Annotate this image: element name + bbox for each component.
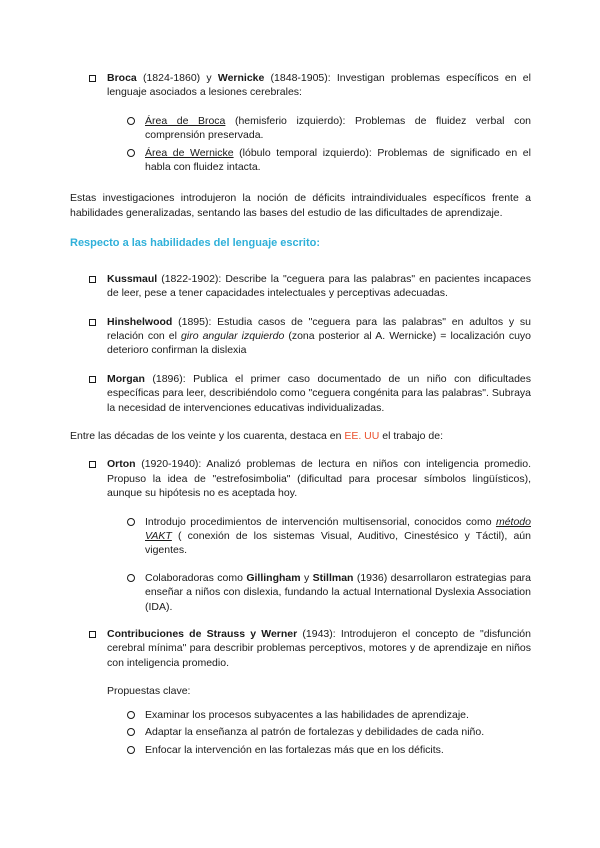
list-item-text (107, 315, 531, 358)
text-run: Estas investigaciones introdujeron la noción de déficits intraindividuales específicos frente a habilidades generalizadas, sentando las bases del estudio de las dificultades de aprendizaje. (70, 192, 531, 219)
list-item-text (145, 743, 531, 757)
list-item-orton (88, 457, 531, 500)
bullet-square-icon (88, 315, 107, 358)
text-run: Examinar los procesos subyacentes a las habilidades de aprendizaje. (145, 708, 469, 721)
text-run: (1943): Introdujeron el concepto de "disfunción cerebral mínima" para describir problemas perceptivos, motores y de aprendizaje en niños con inteligencia promedio. (107, 628, 531, 669)
list-item-text (107, 272, 531, 301)
list-item-text (107, 457, 531, 500)
text-run: ( conexión de los sistemas Visual, Auditivo, Cinestésico y Táctil), aún vigentes. (145, 530, 531, 557)
list-item-proposal-1 (127, 708, 531, 722)
list-item-area-wernicke (127, 146, 531, 175)
text-run: Gillingham (246, 571, 301, 584)
list-item-text (145, 708, 531, 722)
bullet-circle-icon (127, 743, 145, 757)
paragraph-decades-note (70, 429, 531, 443)
list-item-broca-wernicke (88, 71, 531, 100)
bullet-circle-icon (127, 725, 145, 739)
bullet-square-icon (88, 272, 107, 301)
list-item-text (107, 372, 531, 415)
list-item-collaborators (127, 571, 531, 614)
text-run: Hinshelwood (107, 315, 173, 328)
text-run: Stillman (312, 571, 354, 584)
text-run: (1936) desarrollaron estrategias para enseñar a niños con dislexia, fundando la actual International Dyslexia Association (IDA). (145, 571, 531, 613)
list-item-text (107, 71, 531, 100)
list-item-morgan (88, 372, 531, 415)
text-run: Kussmaul (107, 272, 158, 285)
list-item-text (145, 146, 531, 175)
bullet-square-icon (88, 627, 107, 670)
list-item-text (145, 725, 531, 739)
text-run: Orton (107, 458, 136, 471)
text-run: Enfocar la intervención en las fortalezas más que en los déficits. (145, 743, 444, 756)
bullet-circle-icon (127, 515, 145, 558)
text-run: (zona posterior al A. Wernicke) = localización cuyo deterioro confirman la dislexia (107, 329, 532, 357)
list-item-hinshelwood (88, 315, 531, 358)
section-heading: Respecto a las habilidades del lenguaje escrito: (70, 237, 321, 250)
text-run: Adaptar la enseñanza al patrón de fortalezas y debilidades de cada niño. (145, 726, 485, 739)
text-run: (1920-1940): Analizó problemas de lectura en niños con inteligencia promedio. Propuso la idea de "estrefosimbolia" (dificultad para procesar símbolos lingüísticos), aunque su hipótesis no es aceptada hoy. (107, 458, 531, 500)
text-run: EE. UU (344, 430, 380, 442)
list-item-strauss-werner (88, 627, 531, 670)
bullet-circle-icon (127, 571, 145, 614)
text-run: Wernicke (217, 72, 265, 84)
text-run: (1896): Publica el primer caso documentado de un niño con dificultades específicas para leer, describiéndolo como "ceguera congénita para las palabras". Subraya la necesidad de intervenciones educativas individualizadas. (107, 372, 531, 414)
text-run: Área de Wernicke (145, 146, 234, 159)
text-run: (1824-1860) y (136, 72, 218, 84)
list-item-proposal-3 (127, 743, 531, 757)
text-run: giro angular izquierdo (181, 329, 285, 342)
text-run: (1822-1902): Describe la "ceguera para las palabras" en pacientes incapaces de leer, pese a tener capacidades intelectuales y perceptivas adecuadas. (107, 272, 531, 300)
paragraph-intro-note (70, 191, 531, 220)
bullet-circle-icon (127, 708, 145, 722)
text-run: Morgan (107, 372, 145, 385)
text-run: (1895): Estudia casos de "ceguera para las palabras" en adultos y su relación con el (107, 315, 531, 342)
text-run: Contribuciones de Strauss y Werner (107, 628, 298, 641)
text-run: Entre las décadas de los veinte y los cuarenta, destaca en (70, 430, 345, 442)
text-run: Colaboradoras como (145, 571, 247, 584)
text-run: Área de Broca (145, 114, 226, 127)
text-run: (1848-1905): Investigan problemas específicos en el lenguaje asociados a lesiones cerebrales: (107, 72, 531, 99)
list-item-text (145, 571, 531, 614)
list-item-kussmaul (88, 272, 531, 301)
text-run: y (300, 571, 313, 584)
list-item-text (145, 114, 531, 143)
text-run: Introdujo procedimientos de intervención multisensorial, conocidos como (145, 515, 496, 528)
list-item-proposal-2 (127, 725, 531, 739)
list-item-text (107, 627, 531, 670)
bullet-square-icon (88, 457, 107, 500)
text-run: el trabajo de: (379, 430, 443, 442)
text-run: método VAKT (145, 515, 531, 543)
list-item-area-broca (127, 114, 531, 143)
bullet-square-icon (88, 71, 107, 100)
bullet-circle-icon (127, 114, 145, 143)
bullet-circle-icon (127, 146, 145, 175)
text-run: (lóbulo temporal izquierdo): Problemas de significado en el habla con fluidez intacta. (145, 146, 531, 174)
text-run: (hemisferio izquierdo): Problemas de fluidez verbal con comprensión preservada. (145, 114, 531, 142)
list-item-text (145, 515, 531, 558)
bullet-square-icon (88, 372, 107, 415)
text-run: Broca (107, 72, 137, 84)
proposals-title: Propuestas clave: (107, 685, 191, 698)
list-item-vakt-method (127, 515, 531, 558)
